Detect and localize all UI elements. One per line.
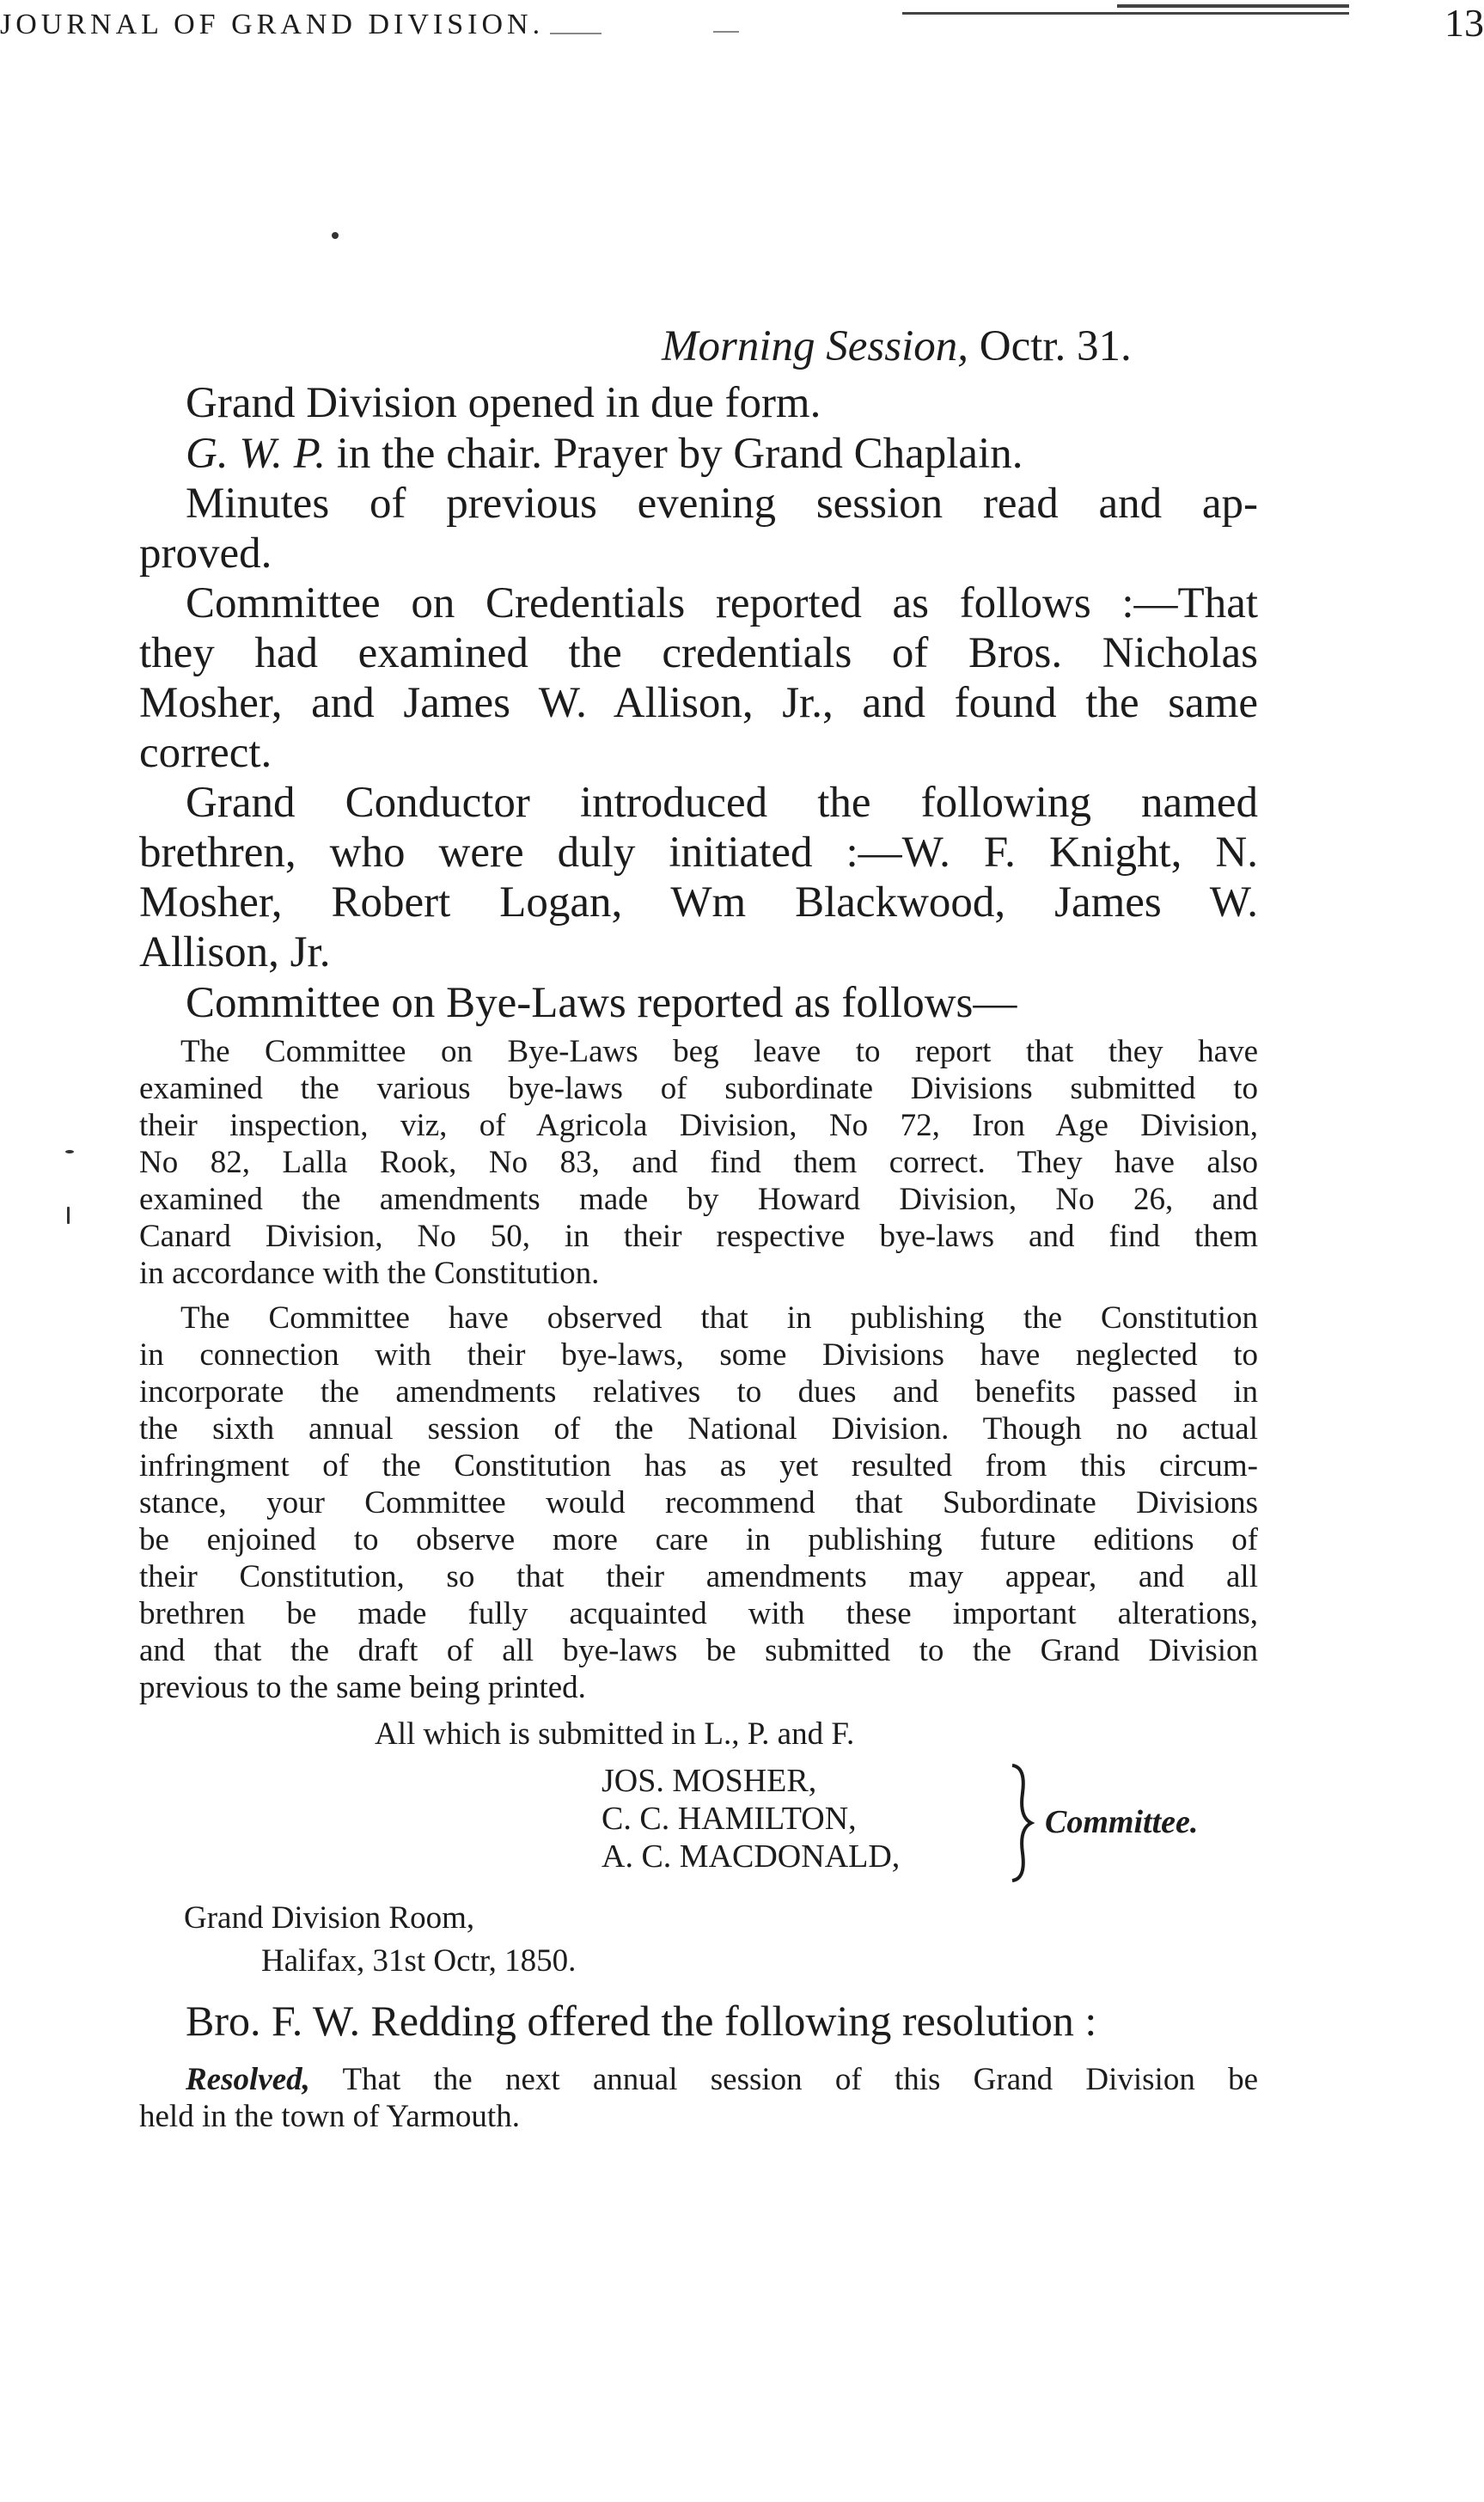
text-line: held in the town of Yarmouth. [139, 2099, 520, 2134]
text-line: brethren, who were duly initiated :—W. F. Knight, N. [139, 829, 1258, 877]
report-line: The Committee have observed that in publishing the Constitution [180, 1300, 1258, 1336]
scan-speck [67, 1207, 70, 1224]
report-line: incorporate the amendments relatives to dues and benefits passed in [139, 1374, 1258, 1410]
gwp-abbrev: G. W. P. [186, 430, 326, 478]
report-line: their inspection, viz, of Agricola Division, No 72, Iron Age Division, [139, 1108, 1258, 1143]
bye-laws-heading: Committee on Bye-Laws reported as follows— [186, 979, 1017, 1027]
report-line: infringment of the Constitution has as yet resulted from this circum- [139, 1448, 1258, 1483]
text-line [186, 429, 1303, 479]
report-line: examined the various bye-laws of subordinate Divisions submitted to [139, 1071, 1258, 1106]
scan-artifact-line [902, 12, 1349, 15]
report-line: in accordance with the Constitution. [139, 1256, 600, 1291]
report-line: Canard Division, No 50, in their respective bye-laws and find them [139, 1219, 1258, 1254]
text-line [186, 2061, 1258, 2098]
report-line: previous to the same being printed. [139, 1670, 586, 1705]
report-line: No 82, Lalla Rook, No 83, and find them correct. They have also [139, 1145, 1258, 1180]
chair-text: in the chair. Prayer by Grand Chaplain. [336, 430, 1023, 478]
text-line: Allison, Jr. [139, 928, 331, 976]
committee-label: Committee. [1045, 1804, 1199, 1840]
text-line: correct. [139, 729, 272, 777]
report-line: in connection with their bye-laws, some Divisions have neglected to [139, 1337, 1258, 1373]
report-line: brethren be made fully acquainted with these important alterations, [139, 1596, 1258, 1631]
session-heading [662, 321, 1132, 371]
text-line: they had examined the credentials of Bros. Nicholas [139, 629, 1258, 677]
running-title: JOURNAL OF GRAND DIVISION. [0, 9, 545, 40]
session-date: Octr. 31. [979, 322, 1132, 370]
resolution-intro: Bro. F. W. Redding offered the following resolution : [186, 1997, 1097, 2045]
scan-speck [332, 232, 339, 239]
page-number: 13 [1444, 1, 1484, 45]
signature-name: A. C. MACDONALD, [602, 1838, 901, 1875]
text-line: Grand Conductor introduced the following named [186, 779, 1258, 827]
session-label: Morning Session, [662, 322, 968, 370]
scan-artifact-line [1117, 4, 1349, 8]
text-line: Committee on Credentials reported as follows :—That [186, 579, 1258, 627]
text-line: Minutes of previous evening session read and ap- [186, 480, 1258, 528]
place-room: Grand Division Room, [184, 1900, 475, 1936]
report-line: examined the amendments made by Howard Division, No 26, and [139, 1182, 1258, 1217]
place-date: Halifax, 31st Octr, 1850. [261, 1943, 577, 1979]
resolution-text: That the next annual session of this Grand Division be [342, 2062, 1258, 2097]
running-head [0, 0, 1484, 52]
scan-speck [65, 1150, 74, 1153]
text-line: Mosher, and James W. Allison, Jr., and found the same [139, 679, 1258, 727]
text-line: proved. [139, 529, 272, 578]
resolved-label: Resolved, [186, 2062, 310, 2097]
report-line: The Committee on Bye-Laws beg leave to report that they have [180, 1034, 1258, 1069]
report-line: stance, your Committee would recommend that Subordinate Divisions [139, 1485, 1258, 1520]
submitted-line: All which is submitted in L., P. and F. [375, 1716, 855, 1752]
signature-name: C. C. HAMILTON, [602, 1801, 857, 1837]
scan-artifact-line [713, 31, 739, 33]
text-line: Mosher, Robert Logan, Wm Blackwood, James W. [139, 878, 1258, 927]
report-line: be enjoined to observe more care in publishing future editions of [139, 1522, 1258, 1557]
report-line: and that the draft of all bye-laws be submitted to the Grand Division [139, 1633, 1258, 1668]
signature-name: JOS. MOSHER, [602, 1763, 817, 1799]
report-line: the sixth annual session of the National Division. Though no actual [139, 1411, 1258, 1447]
scan-artifact-line [550, 33, 602, 34]
signature-brace [1004, 1759, 1038, 1887]
report-line: their Constitution, so that their amendments may appear, and all [139, 1559, 1258, 1594]
text-line: Grand Division opened in due form. [186, 379, 821, 427]
